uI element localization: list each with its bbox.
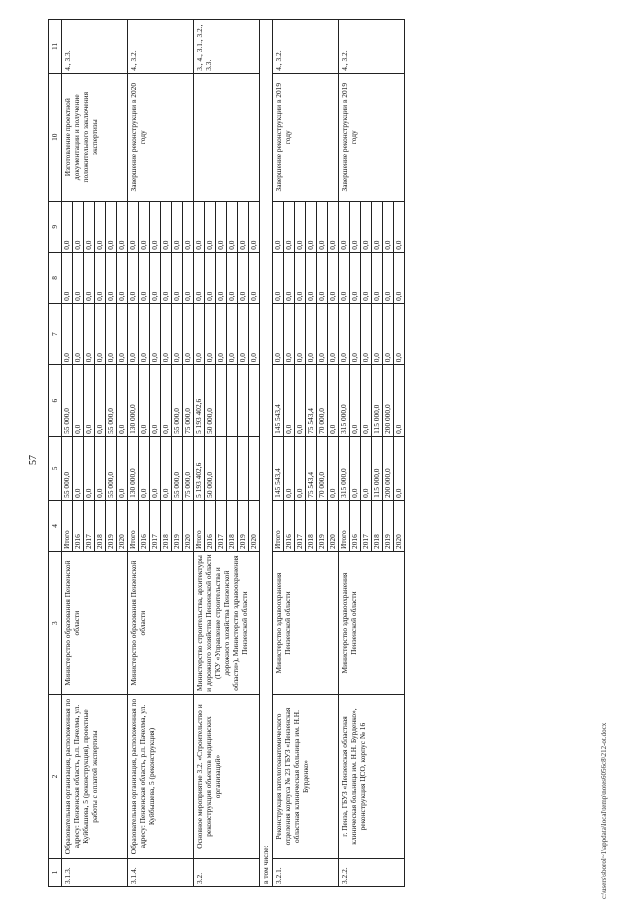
value-cell: 0,0 xyxy=(249,303,260,364)
year-cell: 2017 xyxy=(84,500,95,551)
year-cell: Итого xyxy=(273,500,284,551)
year-cell: 2019 xyxy=(383,500,394,551)
value-cell: 0,0 xyxy=(238,201,249,252)
indicator-link: 4., 3.2. xyxy=(128,20,194,74)
value-cell: 0,0 xyxy=(339,303,350,364)
value-cell: 0,0 xyxy=(216,303,227,364)
value-cell: 0,0 xyxy=(238,252,249,303)
value-cell: 0,0 xyxy=(284,303,295,364)
value-cell: 0,0 xyxy=(106,252,117,303)
value-cell: 0,0 xyxy=(73,201,84,252)
value-cell: 0,0 xyxy=(128,303,139,364)
page-number: 57 xyxy=(28,455,39,465)
value-cell: 0,0 xyxy=(306,303,317,364)
table-row xyxy=(339,20,350,887)
value-cell: 0,0 xyxy=(295,252,306,303)
value-cell: 0,0 xyxy=(95,365,106,437)
value-cell: 0,0 xyxy=(128,201,139,252)
executor: Министерство строительства, архитектуры и дорожного хозяйства Пензенской области (ГКУ «Управление строительства и дорожного хозяйства Пензенской области»), Министерство здравоохранения Пензенской области xyxy=(194,551,260,694)
table-row xyxy=(62,20,73,887)
value-cell: 0,0 xyxy=(350,303,361,364)
value-cell: 0,0 xyxy=(150,365,161,437)
value-cell: 0,0 xyxy=(372,303,383,364)
year-cell: 2018 xyxy=(372,500,383,551)
value-cell: 0,0 xyxy=(172,201,183,252)
value-cell: 0,0 xyxy=(284,201,295,252)
column-header: 4 xyxy=(49,500,62,551)
value-cell: 55 000,0 xyxy=(172,436,183,500)
value-cell: 0,0 xyxy=(394,201,405,252)
value-cell: 0,0 xyxy=(227,201,238,252)
value-cell: 0,0 xyxy=(284,436,295,500)
value-cell: 55 000,0 xyxy=(106,365,117,437)
value-cell: 0,0 xyxy=(361,365,372,437)
value-cell: 0,0 xyxy=(273,303,284,364)
value-cell: 0,0 xyxy=(328,436,339,500)
value-cell: 0,0 xyxy=(62,252,73,303)
value-cell: 5 193 402,6 xyxy=(194,436,205,500)
value-cell: 0,0 xyxy=(172,252,183,303)
value-cell: 0,0 xyxy=(183,252,194,303)
value-cell: 0,0 xyxy=(295,365,306,437)
value-cell: 0,0 xyxy=(73,303,84,364)
value-cell: 315 000,0 xyxy=(339,365,350,437)
value-cell: 0,0 xyxy=(84,201,95,252)
year-cell: 2016 xyxy=(205,500,216,551)
value-cell xyxy=(238,436,249,500)
table-body xyxy=(62,20,405,887)
value-cell: 145 543,4 xyxy=(273,365,284,437)
value-cell: 0,0 xyxy=(394,365,405,437)
value-cell: 0,0 xyxy=(339,252,350,303)
row-number: 3.2.1. xyxy=(273,858,339,886)
in-total-label: в том числе: xyxy=(260,20,273,887)
value-cell: 0,0 xyxy=(394,252,405,303)
year-cell: 2020 xyxy=(183,500,194,551)
value-cell: 315 000,0 xyxy=(339,436,350,500)
value-cell: 0,0 xyxy=(183,201,194,252)
value-cell: 0,0 xyxy=(394,436,405,500)
value-cell: 0,0 xyxy=(306,252,317,303)
year-cell: 2016 xyxy=(73,500,84,551)
year-cell: Итого xyxy=(128,500,139,551)
activity-name: Реконструкция патологоанатомического отделения корпуса № 23 ГБУЗ «Пензенская областная клиническая больница им. Н.Н. Бурденко» xyxy=(273,695,339,859)
value-cell: 0,0 xyxy=(95,201,106,252)
expected-result xyxy=(194,73,260,201)
year-cell: 2020 xyxy=(249,500,260,551)
column-header: 8 xyxy=(49,252,62,303)
value-cell: 0,0 xyxy=(216,252,227,303)
value-cell: 0,0 xyxy=(317,252,328,303)
value-cell: 0,0 xyxy=(194,201,205,252)
value-cell: 0,0 xyxy=(117,303,128,364)
value-cell: 0,0 xyxy=(139,436,150,500)
header-row xyxy=(49,20,62,887)
year-cell: 2016 xyxy=(350,500,361,551)
value-cell: 0,0 xyxy=(372,252,383,303)
executor: Министерство здравоохранения Пензенской области xyxy=(339,551,405,694)
year-cell: 2016 xyxy=(139,500,150,551)
activity-name: Образовательная организация, расположенная по адресу: Пензенская область, р.п. Пачелма, ул. Куйбышева, 5 (реконструкция) xyxy=(128,695,194,859)
year-cell: 2018 xyxy=(306,500,317,551)
executor: Министерство здравоохранения Пензенской области xyxy=(273,551,339,694)
value-cell: 0,0 xyxy=(161,252,172,303)
value-cell: 0,0 xyxy=(227,303,238,364)
value-cell: 0,0 xyxy=(295,436,306,500)
year-cell: 2019 xyxy=(317,500,328,551)
value-cell: 5 193 402,6 xyxy=(194,365,205,437)
value-cell: 0,0 xyxy=(361,252,372,303)
value-cell: 0,0 xyxy=(350,252,361,303)
indicator-link: 4., 3.2. xyxy=(339,20,405,74)
value-cell: 70 000,0 xyxy=(317,436,328,500)
value-cell: 55 000,0 xyxy=(106,436,117,500)
year-cell: 2017 xyxy=(150,500,161,551)
value-cell: 0,0 xyxy=(161,365,172,437)
value-cell: 0,0 xyxy=(273,201,284,252)
year-cell: 2020 xyxy=(394,500,405,551)
value-cell: 75 543,4 xyxy=(306,365,317,437)
column-header: 6 xyxy=(49,365,62,437)
value-cell: 0,0 xyxy=(139,252,150,303)
year-cell: 2018 xyxy=(161,500,172,551)
table-row xyxy=(128,20,139,887)
column-header: 5 xyxy=(49,436,62,500)
value-cell: 0,0 xyxy=(117,201,128,252)
program-table xyxy=(48,19,405,887)
year-cell: 2019 xyxy=(106,500,117,551)
column-header: 9 xyxy=(49,201,62,252)
value-cell: 0,0 xyxy=(394,303,405,364)
value-cell: 0,0 xyxy=(295,201,306,252)
year-cell: Итого xyxy=(62,500,73,551)
year-cell: 2017 xyxy=(216,500,227,551)
value-cell xyxy=(238,365,249,437)
value-cell: 0,0 xyxy=(249,252,260,303)
value-cell: 200 000,0 xyxy=(383,436,394,500)
value-cell: 0,0 xyxy=(139,201,150,252)
value-cell: 50 000,0 xyxy=(205,365,216,437)
executor: Министерство образования Пензенской области xyxy=(128,551,194,694)
value-cell: 75 000,0 xyxy=(183,365,194,437)
value-cell: 0,0 xyxy=(128,252,139,303)
column-header: 2 xyxy=(49,695,62,859)
row-number: 3.1.3. xyxy=(62,858,128,886)
value-cell: 0,0 xyxy=(150,201,161,252)
value-cell: 0,0 xyxy=(361,436,372,500)
value-cell: 0,0 xyxy=(317,201,328,252)
value-cell: 0,0 xyxy=(339,201,350,252)
value-cell: 0,0 xyxy=(205,201,216,252)
value-cell: 0,0 xyxy=(95,252,106,303)
value-cell: 0,0 xyxy=(95,436,106,500)
year-cell: 2020 xyxy=(328,500,339,551)
value-cell: 0,0 xyxy=(383,252,394,303)
activity-name: г. Пенза, ГБУЗ «Пензенская областная клиническая больница им. Н.Н. Бурденко», реконструкция ЦСО, корпус № 16 xyxy=(339,695,405,859)
value-cell xyxy=(249,365,260,437)
value-cell: 0,0 xyxy=(284,252,295,303)
value-cell: 145 543,4 xyxy=(273,436,284,500)
value-cell: 0,0 xyxy=(150,436,161,500)
value-cell: 130 000,0 xyxy=(128,436,139,500)
table-row xyxy=(273,20,284,887)
year-cell: 2018 xyxy=(227,500,238,551)
value-cell: 0,0 xyxy=(183,303,194,364)
table-row xyxy=(194,20,205,887)
value-cell: 0,0 xyxy=(139,303,150,364)
column-header: 7 xyxy=(49,303,62,364)
value-cell: 0,0 xyxy=(227,252,238,303)
value-cell: 0,0 xyxy=(62,303,73,364)
value-cell: 0,0 xyxy=(84,365,95,437)
year-cell: Итого xyxy=(339,500,350,551)
value-cell: 75 543,4 xyxy=(306,436,317,500)
expected-result: Завершение реконструкции в 2020 году xyxy=(128,73,194,201)
value-cell: 0,0 xyxy=(73,365,84,437)
value-cell: 115 000,0 xyxy=(372,365,383,437)
value-cell: 0,0 xyxy=(95,303,106,364)
value-cell: 0,0 xyxy=(84,303,95,364)
value-cell: 130 000,0 xyxy=(128,365,139,437)
activity-name: Основное мероприятие 3.2. «Строительство и реконструкция объектов медицинских организаций» xyxy=(194,695,260,859)
value-cell: 0,0 xyxy=(273,252,284,303)
activity-name: Образовательная организация, расположенная по адресу: Пензенская область, р.п. Пачелма, ул. Куйбышева, 5 (реконструкция), проектные работы с оплатой экспертизы xyxy=(62,695,128,859)
value-cell: 0,0 xyxy=(106,201,117,252)
value-cell: 0,0 xyxy=(328,201,339,252)
value-cell: 0,0 xyxy=(117,365,128,437)
value-cell: 0,0 xyxy=(383,201,394,252)
value-cell: 55 000,0 xyxy=(172,365,183,437)
column-header: 1 xyxy=(49,858,62,886)
value-cell: 0,0 xyxy=(117,436,128,500)
value-cell: 0,0 xyxy=(328,365,339,437)
value-cell: 0,0 xyxy=(361,201,372,252)
value-cell: 0,0 xyxy=(161,436,172,500)
value-cell: 0,0 xyxy=(328,252,339,303)
expected-result: Завершение реконструкции в 2019 году xyxy=(339,73,405,201)
expected-result: Изготовление проектной документации и получение положительного заключения экспертизы xyxy=(62,73,128,201)
year-cell: Итого xyxy=(194,500,205,551)
value-cell: 0,0 xyxy=(161,303,172,364)
value-cell: 0,0 xyxy=(150,303,161,364)
value-cell: 0,0 xyxy=(172,303,183,364)
value-cell: 0,0 xyxy=(73,252,84,303)
value-cell: 0,0 xyxy=(295,303,306,364)
value-cell xyxy=(227,365,238,437)
value-cell: 0,0 xyxy=(139,365,150,437)
value-cell: 75 000,0 xyxy=(183,436,194,500)
row-number: 3.1.4. xyxy=(128,858,194,886)
value-cell: 0,0 xyxy=(238,303,249,364)
value-cell: 55 000,0 xyxy=(62,436,73,500)
value-cell: 0,0 xyxy=(73,436,84,500)
value-cell: 0,0 xyxy=(161,201,172,252)
year-cell: 2019 xyxy=(238,500,249,551)
indicator-link: 4., 3.3. xyxy=(62,20,128,74)
value-cell: 0,0 xyxy=(216,201,227,252)
expected-result: Завершение реконструкции в 2019 году xyxy=(273,73,339,201)
value-cell: 0,0 xyxy=(84,436,95,500)
year-cell: 2017 xyxy=(361,500,372,551)
value-cell xyxy=(216,365,227,437)
value-cell: 0,0 xyxy=(249,201,260,252)
value-cell: 0,0 xyxy=(284,365,295,437)
value-cell: 55 000,0 xyxy=(62,365,73,437)
year-cell: 2019 xyxy=(172,500,183,551)
value-cell: 70 000,0 xyxy=(317,365,328,437)
value-cell: 0,0 xyxy=(328,303,339,364)
value-cell xyxy=(216,436,227,500)
indicator-link: 4., 3.2. xyxy=(273,20,339,74)
value-cell: 0,0 xyxy=(194,252,205,303)
value-cell: 0,0 xyxy=(361,303,372,364)
value-cell: 0,0 xyxy=(194,303,205,364)
value-cell xyxy=(227,436,238,500)
year-cell: 2016 xyxy=(284,500,295,551)
value-cell: 0,0 xyxy=(106,303,117,364)
column-header: 10 xyxy=(49,73,62,201)
row-number: 3.2. xyxy=(194,858,260,886)
column-header: 3 xyxy=(49,551,62,694)
value-cell: 0,0 xyxy=(62,201,73,252)
value-cell: 0,0 xyxy=(306,201,317,252)
value-cell xyxy=(249,436,260,500)
value-cell: 115 000,0 xyxy=(372,436,383,500)
value-cell: 0,0 xyxy=(205,303,216,364)
value-cell: 0,0 xyxy=(317,303,328,364)
value-cell: 0,0 xyxy=(150,252,161,303)
value-cell: 0,0 xyxy=(117,252,128,303)
executor: Министерство образования Пензенской области xyxy=(62,551,128,694)
year-cell: 2017 xyxy=(295,500,306,551)
value-cell: 0,0 xyxy=(350,436,361,500)
year-cell: 2018 xyxy=(95,500,106,551)
indicator-link: 3., 4., 3.1., 3.2., 3.3. xyxy=(194,20,260,74)
value-cell: 0,0 xyxy=(205,252,216,303)
value-cell: 0,0 xyxy=(350,365,361,437)
year-cell: 2020 xyxy=(117,500,128,551)
footer-path: c:\users\sborol~1\appdata\local\temp\notes6056c8\212-ot.docx xyxy=(600,722,608,899)
value-cell: 0,0 xyxy=(84,252,95,303)
value-cell: 50 000,0 xyxy=(205,436,216,500)
value-cell: 200 000,0 xyxy=(383,365,394,437)
row-number: 3.2.2. xyxy=(339,858,405,886)
in-total-row xyxy=(260,20,273,887)
column-header: 11 xyxy=(49,20,62,74)
value-cell: 0,0 xyxy=(383,303,394,364)
value-cell: 0,0 xyxy=(372,201,383,252)
value-cell: 0,0 xyxy=(350,201,361,252)
